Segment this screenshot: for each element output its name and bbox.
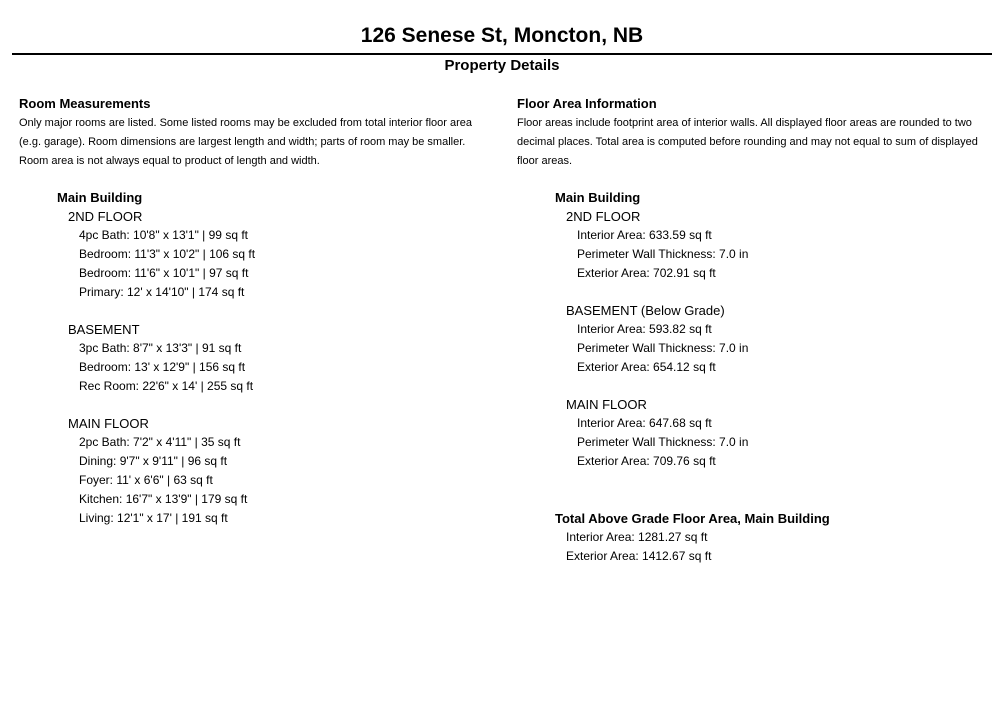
total-area-block	[566, 528, 997, 566]
title-divider	[12, 53, 992, 55]
total-area-heading: Total Above Grade Floor Area, Main Building	[555, 511, 830, 526]
wall-thickness: Perimeter Wall Thickness: 7.0 in	[577, 341, 749, 355]
area-building-heading: Main Building	[555, 190, 641, 205]
room-item: Foyer: 11' x 6'6" | 63 sq ft	[79, 473, 213, 487]
page-title: 126 Senese St, Moncton, NB	[360, 24, 644, 47]
room-floor-main	[68, 414, 494, 528]
floor-name: BASEMENT (Below Grade)	[566, 303, 725, 318]
room-item: Living: 12'1" x 17' | 191 sq ft	[79, 511, 228, 525]
interior-area: Interior Area: 633.59 sq ft	[577, 228, 712, 242]
room-floor-2nd	[68, 207, 494, 302]
room-item: Bedroom: 11'3" x 10'2" | 106 sq ft	[79, 247, 256, 261]
floor-name: MAIN FLOOR	[68, 416, 149, 431]
floor-area-note: Floor areas include footprint area of interior walls. All displayed floor areas are rounded to two decimal places. Total area is computed before rounding and may not equal to sum of displayed floor areas.	[517, 117, 978, 167]
floor-name: 2ND FLOOR	[68, 209, 143, 224]
room-measurements-section	[19, 96, 494, 528]
room-item: Primary: 12' x 14'10" | 174 sq ft	[79, 285, 245, 299]
wall-thickness: Perimeter Wall Thickness: 7.0 in	[577, 247, 749, 261]
room-item: Kitchen: 16'7" x 13'9" | 179 sq ft	[79, 492, 248, 506]
room-item: Bedroom: 11'6" x 10'1" | 97 sq ft	[79, 266, 249, 280]
floor-name: MAIN FLOOR	[566, 397, 647, 412]
page-subtitle: Property Details	[444, 57, 560, 74]
room-item: Bedroom: 13' x 12'9" | 156 sq ft	[79, 360, 246, 374]
exterior-area: Exterior Area: 709.76 sq ft	[577, 454, 716, 468]
floor-area-heading: Floor Area Information	[517, 96, 657, 111]
room-item: 2pc Bath: 7'2" x 4'11" | 35 sq ft	[79, 435, 241, 449]
floor-name: 2ND FLOOR	[566, 209, 641, 224]
area-floor-main	[566, 395, 997, 471]
floor-name: BASEMENT	[68, 322, 140, 337]
area-floor-2nd	[566, 207, 997, 283]
total-interior-area: Interior Area: 1281.27 sq ft	[566, 530, 708, 544]
exterior-area: Exterior Area: 654.12 sq ft	[577, 360, 716, 374]
floor-area-section	[517, 96, 997, 566]
wall-thickness: Perimeter Wall Thickness: 7.0 in	[577, 435, 749, 449]
room-item: Dining: 9'7" x 9'11" | 96 sq ft	[79, 454, 228, 468]
area-floor-basement	[566, 301, 997, 377]
exterior-area: Exterior Area: 702.91 sq ft	[577, 266, 716, 280]
room-item: 3pc Bath: 8'7" x 13'3" | 91 sq ft	[79, 341, 242, 355]
interior-area: Interior Area: 647.68 sq ft	[577, 416, 712, 430]
room-measurements-heading: Room Measurements	[19, 96, 151, 111]
room-floor-basement	[68, 320, 494, 396]
room-measurements-note: Only major rooms are listed. Some listed rooms may be excluded from total interior floor area (e.g. garage). Room dimensions are largest length and width; parts of room may be smaller. Room area is not always equal to product of length and width.	[19, 117, 473, 167]
room-item: 4pc Bath: 10'8" x 13'1" | 99 sq ft	[79, 228, 248, 242]
interior-area: Interior Area: 593.82 sq ft	[577, 322, 712, 336]
room-building-heading: Main Building	[57, 190, 143, 205]
room-item: Rec Room: 22'6" x 14' | 255 sq ft	[79, 379, 254, 393]
total-exterior-area: Exterior Area: 1412.67 sq ft	[566, 549, 712, 563]
